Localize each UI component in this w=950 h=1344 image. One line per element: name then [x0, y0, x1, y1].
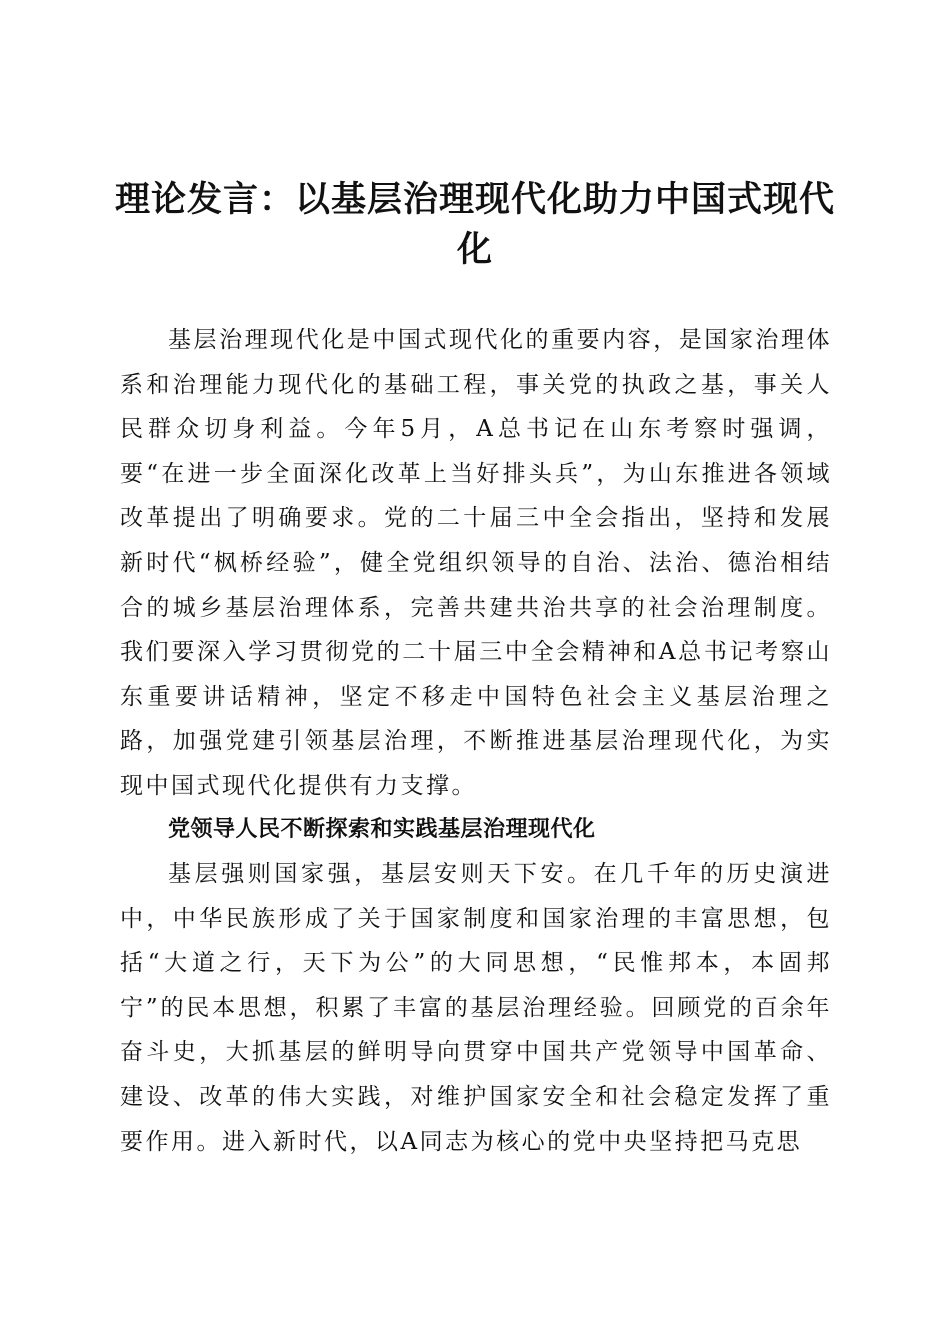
body-paragraph-section: 基层强则国家强，基层安则天下安。在几千年的历史演进中，中华民族形成了关于国家制度和国家治理的丰富思想，包括“大道之行，天下为公”的大同思想，“民惟邦本，本固邦宁”的民本思想，积累了丰富的基层治理经验。回顾党的百余年奋斗史，大抓基层的鲜明导向贯穿中国共产党领导中国革命、建设、改革的伟大实践，对维护国家安全和社会稳定发挥了重要作用。进入新时代，以A同志为核心的党中央坚持把马克思: [120, 861, 832, 1155]
section-heading: 党领导人民不断探索和实践基层治理现代化: [168, 817, 596, 842]
body-paragraph-intro: 基层治理现代化是中国式现代化的重要内容，是国家治理体系和治理能力现代化的基础工程，事关党的执政之基，事关人民群众切身利益。今年5月，A总书记在山东考察时强调，要“在进一步全面深化改革上当好排头兵”，为山东推进各领域改革提出了明确要求。党的二十届三中全会指出，坚持和发展新时代“枫桥经验”，健全党组织领导的自治、法治、德治相结合的城乡基层治理体系，完善共建共治共享的社会治理制度。我们要深入学习贯彻党的二十届三中全会精神和A总书记考察山东重要讲话精神，坚定不移走中国特色社会主义基层治理之路，加强党建引领基层治理，不断推进基层治理现代化，为实现中国式现代化提供有力支撑。: [120, 327, 832, 799]
document-title: 理论发言：以基层治理现代化助力中国式现代化: [114, 180, 835, 270]
